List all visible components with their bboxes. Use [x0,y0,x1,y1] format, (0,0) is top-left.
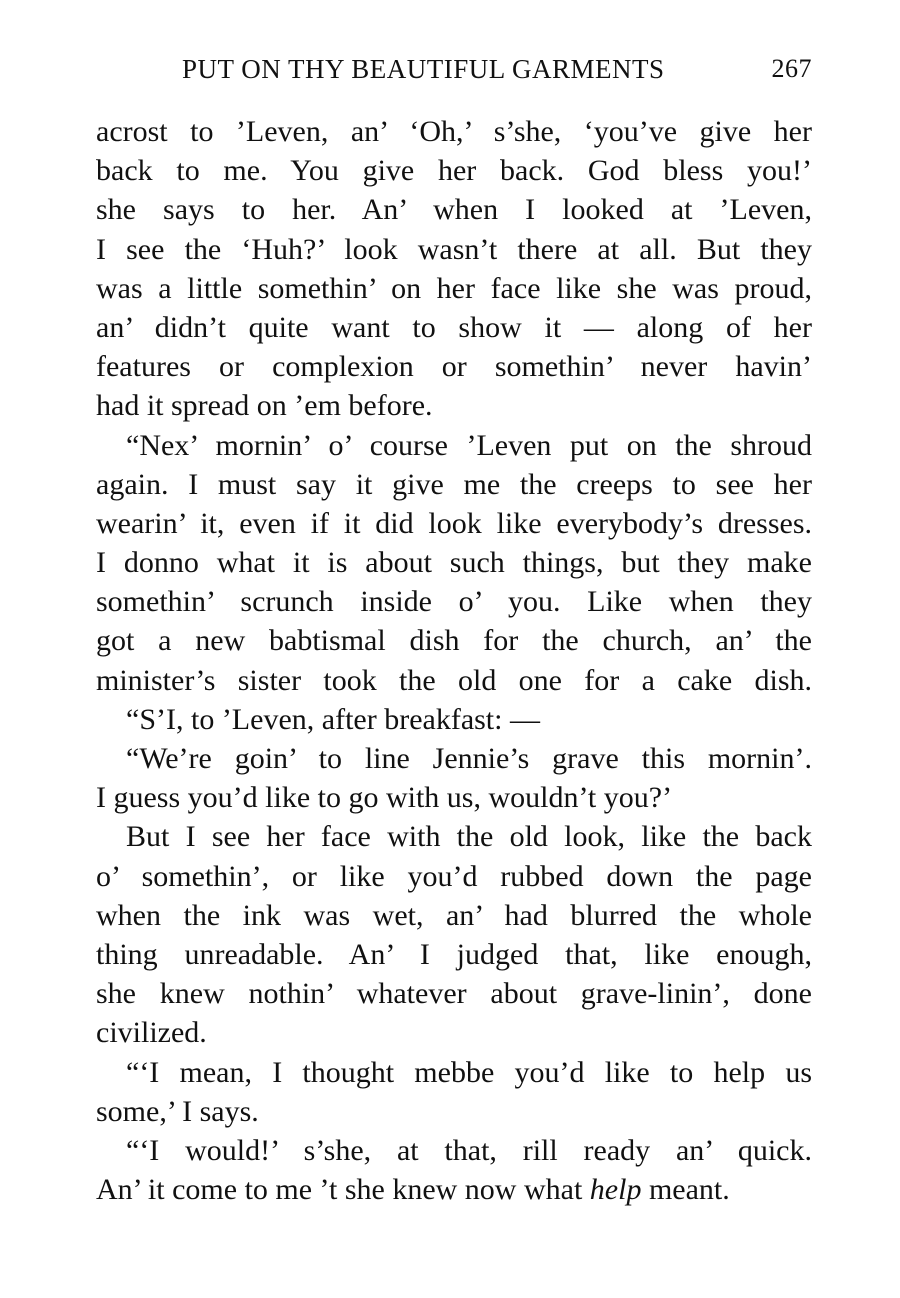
text-line: again. I must say it give me the creeps to see her [96,467,812,501]
text-line: “Nex’ mornin’ o’ course ’Leven put on the shroud [126,428,812,462]
text-line: I donno what it is about such things, but they make [96,546,812,580]
text-line: when the ink was wet, an’ had blurred the whole [96,898,812,932]
running-header [96,52,812,92]
text-line: “S’I, to ’Leven, after breakfast: — [126,702,540,736]
text-line: was a little somethin’ on her face like she was proud, [96,271,812,305]
text-line: I see the ‘Huh?’ look wasn’t there at all. But they [96,232,812,266]
italic-word: help [589,1173,642,1207]
text-line [96,1170,812,1209]
text-line: o’ somethin’, or like you’d rubbed down the page [96,859,812,893]
text-line: “We’re goin’ to line Jennie’s grave this mornin’. [126,742,812,775]
body-text [96,112,812,1209]
text-line: “‘I would!’ s’she, at that, rill ready an’ quick. [126,1133,812,1167]
text-line: she knew nothin’ whatever about grave-linin’, done [96,977,812,1011]
text-line: got a new babtismal dish for the church, an’ the [96,624,812,658]
text-line: “‘I mean, I thought mebbe you’d like to help us [126,1055,812,1089]
text-line: had it spread on ’em before. [96,389,433,423]
text-line: back to me. You give her back. God bless you!’ [96,154,812,188]
text-line: acrost to ’Leven, an’ ‘Oh,’ s’she, ‘you’ve give her [96,115,812,148]
text-line: she says to her. An’ when I looked at ’Leven, [96,193,812,227]
page-number: 267 [771,54,812,83]
text-fragment: An’ it come to me ’t she knew now what [96,1173,583,1207]
text-fragment: meant. [648,1173,730,1207]
text-line: some,’ I says. [96,1094,259,1128]
text-line: an’ didn’t quite want to show it — along of her [96,310,812,344]
running-title: PUT ON THY BEAUTIFUL GARMENTS [182,54,665,84]
text-line: somethin’ scrunch inside o’ you. Like when they [96,585,812,619]
text-line: But I see her face with the old look, like the back [126,820,812,854]
text-line: minister’s sister took the old one for a cake dish. [96,663,812,697]
text-line: wearin’ it, even if it did look like everybody’s dresses. [96,506,812,540]
text-line: I guess you’d like to go with us, wouldn’t you?’ [96,781,673,815]
text-line: civilized. [96,1016,207,1050]
book-page [96,52,812,1209]
text-line: thing unreadable. An’ I judged that, like enough, [96,937,812,971]
text-line: features or complexion or somethin’ never havin’ [96,350,812,384]
